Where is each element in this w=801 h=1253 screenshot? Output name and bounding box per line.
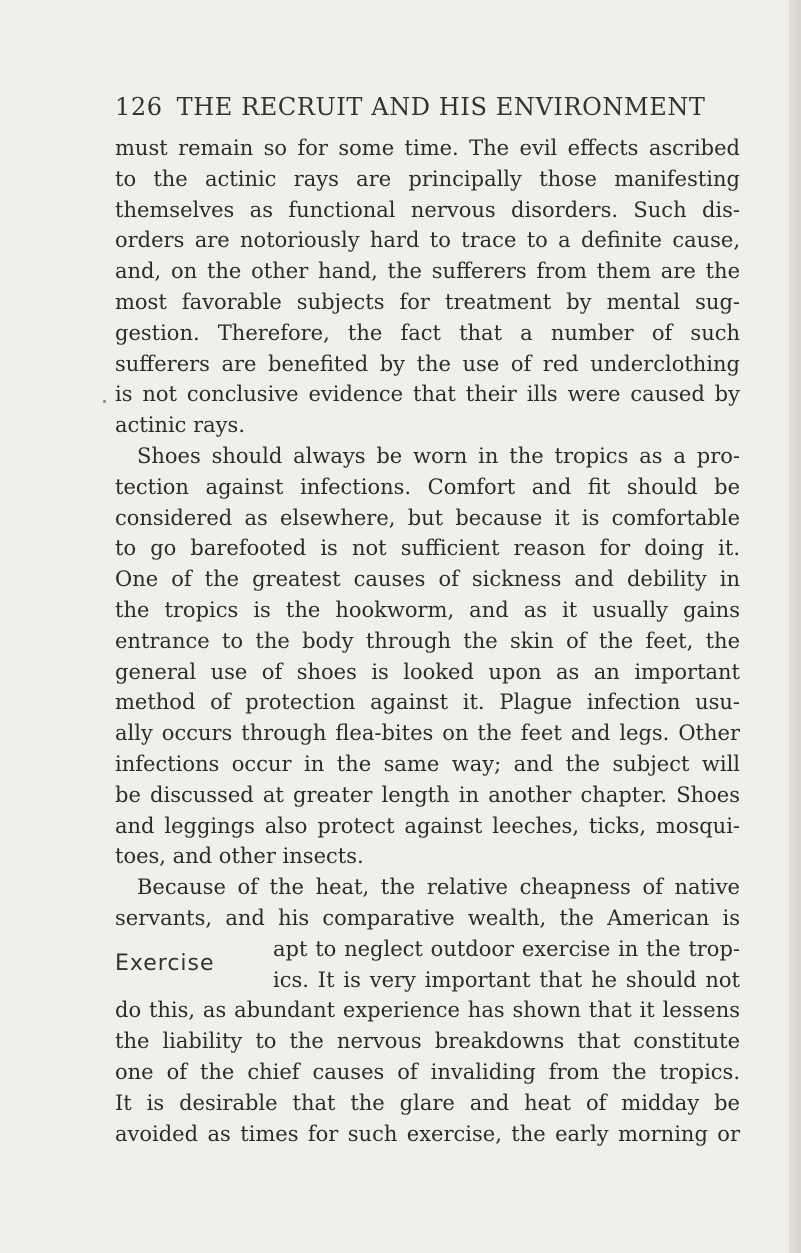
print-speck xyxy=(103,400,106,403)
margin-note-block xyxy=(115,934,740,996)
text-line: must remain so for some time. The evil effects ascribed xyxy=(115,136,740,160)
running-header xyxy=(115,93,706,121)
text-line: do this, as abundant experience has shown that it lessens xyxy=(115,998,740,1023)
text-line: most favorable subjects for treatment by mental sug- xyxy=(115,289,740,314)
text-line: the liability to the nervous breakdowns that constitute xyxy=(115,1029,740,1054)
text-line: ics. It is very important that he should not xyxy=(273,967,740,992)
text-line: It is desirable that the glare and heat of midday be xyxy=(115,1090,740,1115)
text-line: one of the chief causes of invaliding from the tropics. xyxy=(115,1059,740,1084)
text-line: gestion. Therefore, the fact that a number of such xyxy=(115,320,740,345)
text-line: and, on the other hand, the sufferers from them are the xyxy=(115,259,740,284)
text-line: infections occur in the same way; and the subject will xyxy=(115,751,740,776)
body-text xyxy=(115,133,740,1149)
text-line: actinic rays. xyxy=(115,413,245,438)
running-title: THE RECRUIT AND HIS ENVIRONMENT xyxy=(176,93,706,121)
text-line: and leggings also protect against leeches, ticks, mosqui- xyxy=(115,813,740,838)
text-line: to go barefooted is not sufficient reason for doing it. xyxy=(115,536,740,561)
text-line: themselves as functional nervous disorders. Such dis- xyxy=(115,197,740,222)
paragraph-start-line: Shoes should always be worn in the tropics as a pro- xyxy=(137,443,740,468)
page-number: 126 xyxy=(115,93,163,121)
text-line: ally occurs through flea-bites on the feet and legs. Other xyxy=(115,721,740,746)
text-line: orders are notoriously hard to trace to a definite cause, xyxy=(115,228,740,253)
text-line: entrance to the body through the skin of the feet, the xyxy=(115,628,740,653)
paragraph-start-line: Because of the heat, the relative cheapness of native xyxy=(137,875,740,900)
text-line: apt to neglect outdoor exercise in the trop- xyxy=(273,936,740,961)
text-line: sufferers are benefited by the use of red underclothing xyxy=(115,351,740,376)
text-line: toes, and other insects. xyxy=(115,844,364,869)
text-line: One of the greatest causes of sickness and debility in xyxy=(115,567,740,592)
text-line: general use of shoes is looked upon as an important xyxy=(115,659,740,684)
text-line: the tropics is the hookworm, and as it usually gains xyxy=(115,597,740,622)
text-line: is not conclusive evidence that their ills were caused by xyxy=(115,382,740,407)
text-line: method of protection against it. Plague infection usu- xyxy=(115,690,740,715)
page-edge-shadow xyxy=(789,0,801,1253)
text-line: avoided as times for such exercise, the early morning or xyxy=(115,1121,740,1146)
text-line: servants, and his comparative wealth, the American is xyxy=(115,905,740,930)
text-line: considered as elsewhere, but because it is comfortable xyxy=(115,505,740,530)
margin-note: Exercise xyxy=(115,950,215,976)
text-line: to the actinic rays are principally those manifesting xyxy=(115,166,740,191)
text-line: be discussed at greater length in another chapter. Shoes xyxy=(115,782,740,807)
text-line: tection against infections. Comfort and fit should be xyxy=(115,474,740,499)
